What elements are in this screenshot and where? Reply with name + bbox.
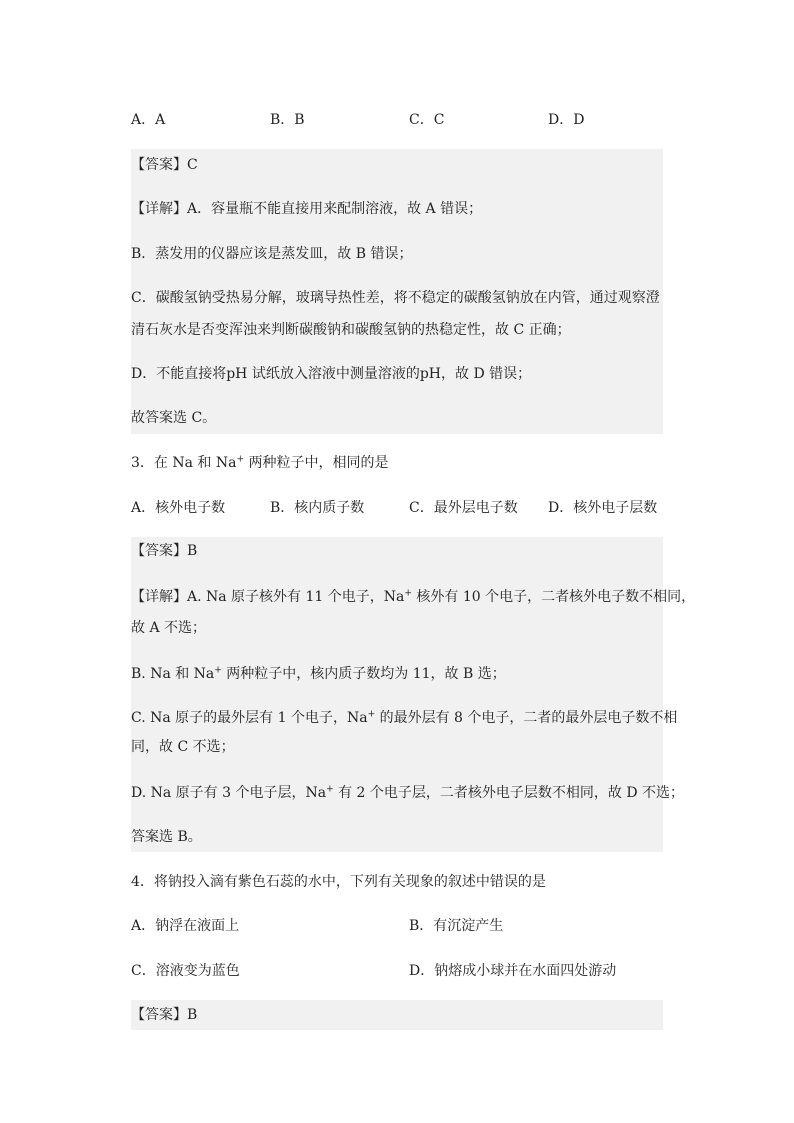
q2-analysis-line: C．碳酸氢钠受热易分解，玻璃导热性差，将不稳定的碳酸氢钠放在内管，通过观察澄 [131, 290, 660, 306]
q3-analysis-line: 答案选 B。 [131, 829, 202, 845]
q3-option-c: C．最外层电子数 [409, 500, 518, 516]
q2-analysis-line: B．蒸发用的仪器应该是蒸发皿，故 B 错误； [131, 246, 413, 262]
q4-option-c: C．溶液变为蓝色 [131, 963, 240, 979]
q4-options-row-1 [131, 915, 663, 937]
q2-option-c: C．C [409, 112, 445, 128]
q2-option-d: D．D [548, 112, 585, 128]
q2-analysis-line: 故答案选 C。 [131, 410, 217, 426]
q2-options [131, 109, 663, 131]
q4-stem: 4．将钠投入滴有紫色石蕊的水中，下列有关现象的叙述中错误的是 [131, 874, 546, 890]
q3-analysis-line: B. Na 和 Na+ 两种粒子中，核内质子数均为 11，故 B 选； [131, 665, 506, 682]
q2-answer: 【答案】C [131, 157, 198, 173]
q2-option-a: A．A [131, 112, 166, 128]
q3-analysis-line: 故 A 不选； [131, 620, 207, 636]
q3-option-a: A．核外电子数 [131, 500, 226, 516]
q3-analysis-line: D. Na 原子有 3 个电子层，Na+ 有 2 个电子层，二者核外电子层数不相同，故 D 不选； [131, 784, 685, 801]
q2-answer-block [131, 149, 663, 434]
q3-option-b: B．核内质子数 [270, 500, 365, 516]
q2-analysis-line: 【详解】A．容量瓶不能直接用来配制溶液，故 A 错误； [131, 201, 483, 217]
q2-option-b: B．B [270, 112, 305, 128]
q3-answer: 【答案】B [131, 543, 198, 559]
q3-options [131, 497, 663, 519]
q4-answer-block [131, 1000, 663, 1030]
q3-answer-block [131, 537, 696, 852]
q3-analysis-line: C. Na 原子的最外层有 1 个电子，Na+ 的最外层有 8 个电子，二者的最外层电子数不相 [131, 709, 678, 726]
q2-analysis-line: D．不能直接将pH 试纸放入溶液中测量溶液的pH，故 D 错误； [131, 366, 532, 382]
q3-analysis-line: 【详解】A. Na 原子核外有 11 个电子，Na+ 核外有 10 个电子，二者核外电子数不相同， [131, 588, 696, 605]
q4-answer: 【答案】B [131, 1007, 198, 1023]
q4-option-d: D．钠熔成小球并在水面四处游动 [409, 963, 617, 979]
q4-option-a: A．钠浮在液面上 [131, 918, 240, 934]
q3-stem: 3．在 Na 和 Na+ 两种粒子中，相同的是 [131, 454, 389, 471]
q4-options-row-2 [131, 960, 663, 982]
q4-option-b: B．有沉淀产生 [409, 918, 504, 934]
q3-option-d: D．核外电子层数 [548, 500, 658, 516]
q2-analysis-line: 清石灰水是否变浑浊来判断碳酸钠和碳酸氢钠的热稳定性，故 C 正确； [131, 322, 571, 338]
q3-analysis-line: 同，故 C 不选； [131, 739, 235, 755]
